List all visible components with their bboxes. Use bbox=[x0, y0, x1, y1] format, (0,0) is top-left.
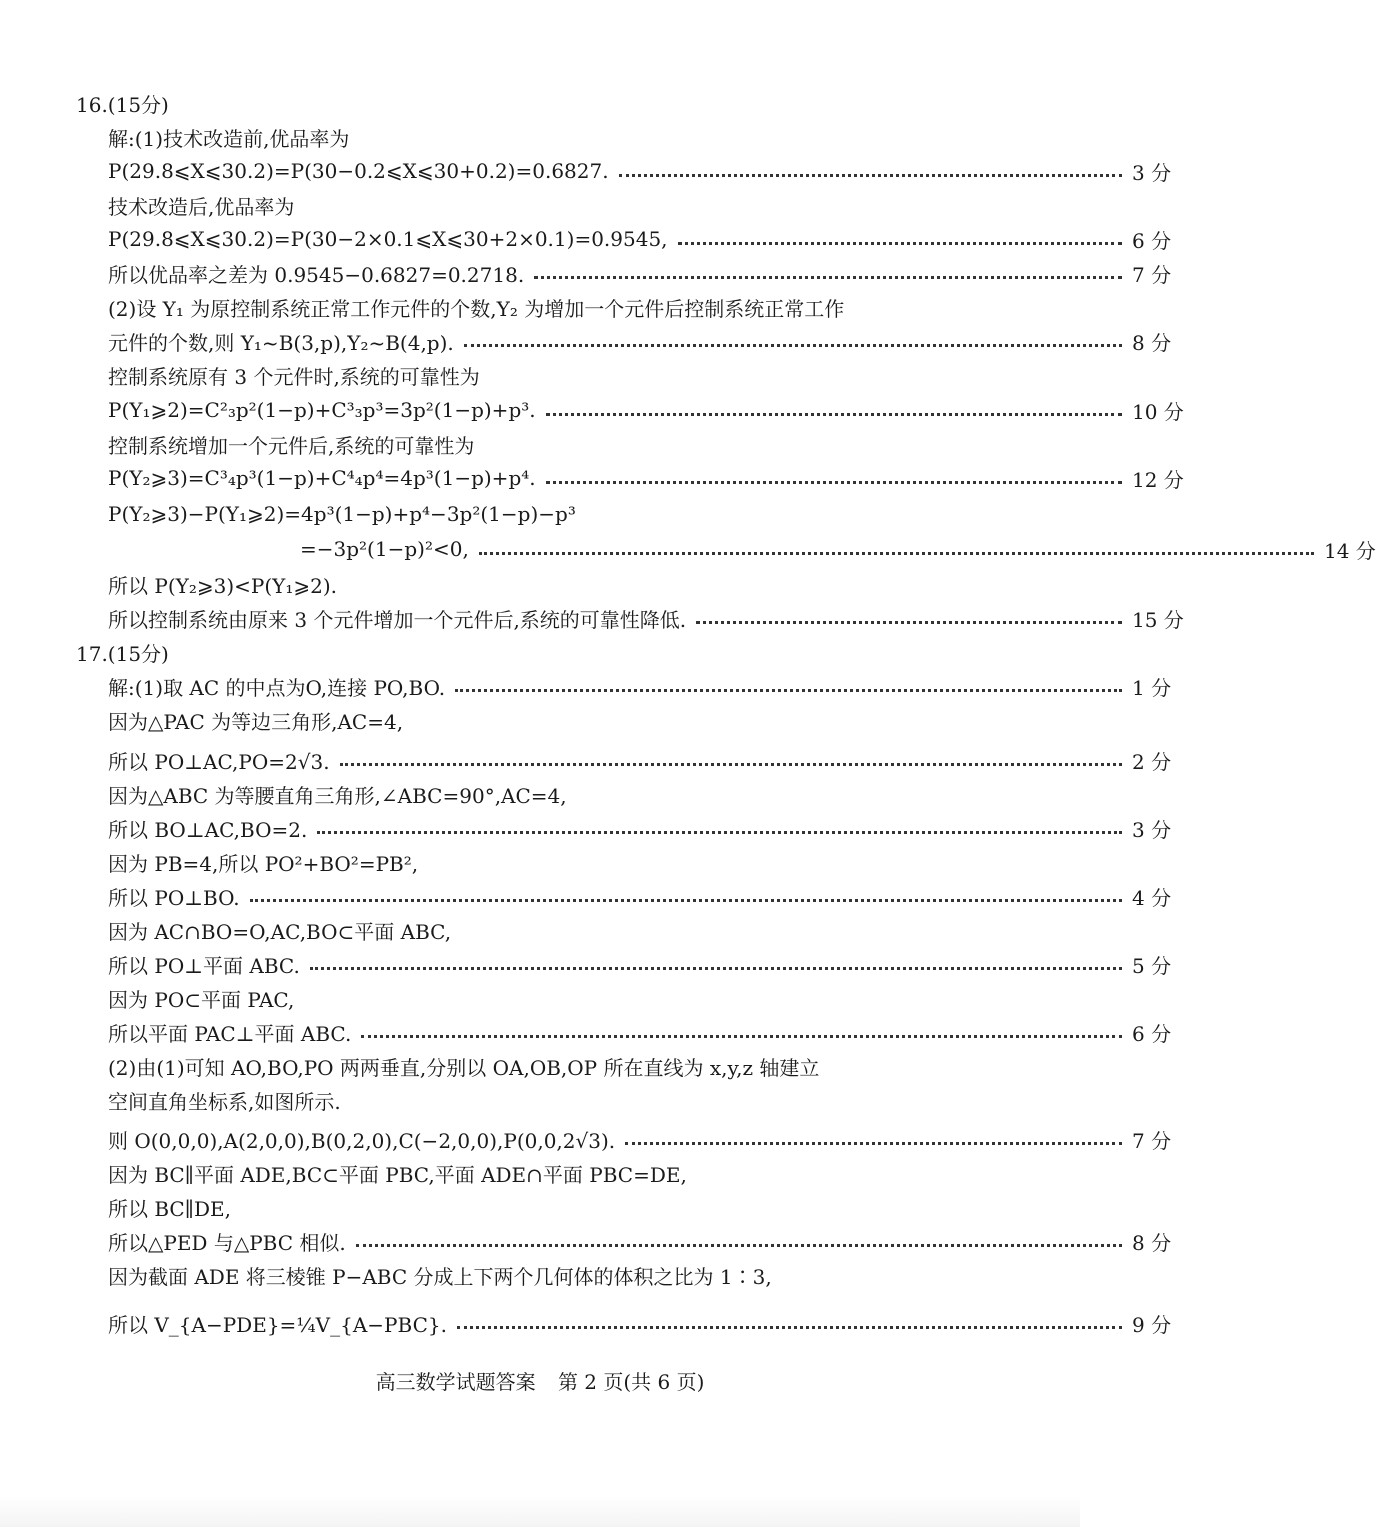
line-text: P(Y₂⩾3)−P(Y₁⩾2)=4p³(1−p)+p⁴−3p²(1−p)−p³ bbox=[108, 502, 576, 526]
dot-leader bbox=[464, 344, 1122, 347]
page-footer bbox=[0, 1366, 1080, 1395]
line-text: (2)由(1)可知 AO,BO,PO 两两垂直,分别以 OA,OB,OP 所在直线为 x,y,z 轴建立 bbox=[108, 1055, 820, 1080]
score-label: 2 分 bbox=[1132, 749, 1172, 774]
score-label: 7 分 bbox=[1132, 262, 1172, 287]
score-label: 12 分 bbox=[1132, 467, 1184, 492]
line-text: 所以优品率之差为 0.9545−0.6827=0.2718. bbox=[108, 262, 525, 287]
line-text: 因为△PAC 为等边三角形,AC=4, bbox=[108, 709, 404, 734]
line-text: 所以 BO⊥AC,BO=2. bbox=[108, 817, 308, 842]
dot-leader bbox=[356, 1244, 1122, 1247]
answer-line bbox=[0, 601, 1188, 635]
answer-line bbox=[0, 1306, 1188, 1340]
answer-line bbox=[0, 290, 1080, 324]
dot-leader bbox=[457, 1326, 1122, 1329]
line-text: 所以 PO⊥平面 ABC. bbox=[108, 953, 300, 978]
answer-line bbox=[0, 358, 1080, 392]
score-label: 3 分 bbox=[1132, 817, 1172, 842]
answer-line bbox=[0, 1049, 1080, 1083]
score-label: 3 分 bbox=[1132, 160, 1172, 185]
score-label: 15 分 bbox=[1132, 607, 1184, 632]
score-label: 7 分 bbox=[1132, 1128, 1172, 1153]
line-text: P(29.8⩽X⩽30.2)=P(30−0.2⩽X⩽30+0.2)=0.6827. bbox=[108, 159, 609, 183]
answer-line bbox=[0, 497, 1080, 531]
answer-line bbox=[0, 154, 1188, 188]
answer-line bbox=[0, 879, 1188, 913]
answer-line bbox=[0, 1083, 1080, 1117]
answer-line bbox=[0, 256, 1188, 290]
answer-line bbox=[0, 222, 1188, 256]
dot-leader bbox=[317, 831, 1122, 834]
question-heading bbox=[0, 635, 1080, 669]
line-text: 控制系统增加一个元件后,系统的可靠性为 bbox=[108, 433, 475, 458]
dot-leader bbox=[696, 621, 1122, 624]
line-text: 所以 PO⊥AC,PO=2√3. bbox=[108, 749, 330, 774]
line-text: 技术改造后,优品率为 bbox=[108, 194, 295, 219]
score-label: 6 分 bbox=[1132, 228, 1172, 253]
footer-title: 高三数学试题答案 bbox=[375, 1370, 536, 1394]
answer-line bbox=[0, 1015, 1188, 1049]
line-text: 元件的个数,则 Y₁~B(3,p),Y₂~B(4,p). bbox=[108, 330, 454, 355]
score-label: 9 分 bbox=[1132, 1312, 1172, 1337]
line-text: 因为 PO⊂平面 PAC, bbox=[108, 987, 295, 1012]
score-label: 8 分 bbox=[1132, 1230, 1172, 1255]
scan-bottom-edge bbox=[0, 1496, 1080, 1527]
line-text: 所以△PED 与△PBC 相似. bbox=[108, 1230, 346, 1255]
answer-line bbox=[0, 743, 1188, 777]
answer-line bbox=[0, 532, 1380, 566]
answer-line bbox=[0, 567, 1080, 601]
line-text: 控制系统原有 3 个元件时,系统的可靠性为 bbox=[108, 364, 480, 389]
line-text: P(Y₂⩾3)=C³₄p³(1−p)+C⁴₄p⁴=4p³(1−p)+p⁴. bbox=[108, 466, 536, 490]
dot-leader bbox=[250, 899, 1122, 902]
dot-leader bbox=[625, 1142, 1122, 1145]
score-label: 1 分 bbox=[1132, 675, 1172, 700]
answer-line bbox=[0, 1122, 1188, 1156]
answer-line bbox=[0, 427, 1080, 461]
line-text: 空间直角坐标系,如图所示. bbox=[108, 1089, 341, 1114]
answer-line bbox=[0, 1156, 1080, 1190]
line-text: 因为 PB=4,所以 PO²+BO²=PB², bbox=[108, 851, 419, 876]
footer-page-number: 第 2 页(共 6 页) bbox=[557, 1370, 705, 1394]
dot-leader bbox=[619, 174, 1122, 177]
line-text: 所以 P(Y₂⩾3)<P(Y₁⩾2). bbox=[108, 573, 338, 598]
answer-line bbox=[0, 703, 1080, 737]
dot-leader bbox=[479, 552, 1314, 555]
line-text: 因为△ABC 为等腰直角三角形,∠ABC=90°,AC=4, bbox=[108, 783, 567, 808]
line-text: 因为截面 ADE 将三棱锥 P−ABC 分成上下两个几何体的体积之比为 1∶3, bbox=[108, 1264, 772, 1289]
score-label: 14 分 bbox=[1324, 538, 1376, 563]
answer-line bbox=[0, 669, 1188, 703]
line-text: 所以 PO⊥BO. bbox=[108, 885, 240, 910]
answer-line bbox=[0, 777, 1080, 811]
line-text: 所以控制系统由原来 3 个元件增加一个元件后,系统的可靠性降低. bbox=[108, 607, 687, 632]
line-text: (2)设 Y₁ 为原控制系统正常工作元件的个数,Y₂ 为增加一个元件后控制系统正常工作 bbox=[108, 296, 845, 321]
answer-line bbox=[0, 120, 1080, 154]
answer-line bbox=[0, 1258, 1080, 1292]
line-text: =−3p²(1−p)²<0, bbox=[300, 537, 469, 561]
line-text: P(29.8⩽X⩽30.2)=P(30−2×0.1⩽X⩽30+2×0.1)=0.9545, bbox=[108, 227, 668, 251]
question-heading bbox=[0, 86, 1080, 120]
line-text: 解:(1)技术改造前,优品率为 bbox=[108, 126, 350, 151]
line-text: 则 O(0,0,0),A(2,0,0),B(0,2,0),C(−2,0,0),P(0,0,2√3). bbox=[108, 1128, 616, 1153]
score-label: 8 分 bbox=[1132, 330, 1172, 355]
answer-line bbox=[0, 947, 1188, 981]
dot-leader bbox=[310, 967, 1122, 970]
answer-line bbox=[0, 981, 1080, 1015]
dot-leader bbox=[455, 689, 1122, 692]
answer-line bbox=[0, 913, 1080, 947]
line-text: P(Y₁⩾2)=C²₃p²(1−p)+C³₃p³=3p²(1−p)+p³. bbox=[108, 398, 536, 422]
dot-leader bbox=[361, 1035, 1122, 1038]
line-text: 因为 AC∩BO=O,AC,BO⊂平面 ABC, bbox=[108, 919, 452, 944]
answer-line bbox=[0, 845, 1080, 879]
dot-leader bbox=[546, 413, 1122, 416]
answer-line bbox=[0, 461, 1188, 495]
score-label: 6 分 bbox=[1132, 1021, 1172, 1046]
score-label: 5 分 bbox=[1132, 953, 1172, 978]
answer-line bbox=[0, 811, 1188, 845]
line-text: 所以平面 PAC⊥平面 ABC. bbox=[108, 1021, 352, 1046]
line-text: 解:(1)取 AC 的中点为O,连接 PO,BO. bbox=[108, 675, 446, 700]
dot-leader bbox=[678, 242, 1122, 245]
dot-leader bbox=[340, 763, 1122, 766]
dot-leader bbox=[534, 276, 1122, 279]
answer-line bbox=[0, 393, 1188, 427]
answer-line bbox=[0, 324, 1188, 358]
answer-line bbox=[0, 188, 1080, 222]
score-label: 10 分 bbox=[1132, 399, 1184, 424]
answer-line bbox=[0, 1190, 1080, 1224]
line-text: 17.(15分) bbox=[76, 641, 169, 666]
answer-line bbox=[0, 1224, 1188, 1258]
line-text: 所以 V_{A−PDE}=¼V_{A−PBC}. bbox=[108, 1312, 447, 1337]
line-text: 所以 BC∥DE, bbox=[108, 1196, 231, 1221]
dot-leader bbox=[546, 481, 1122, 484]
score-label: 4 分 bbox=[1132, 885, 1172, 910]
line-text: 因为 BC∥平面 ADE,BC⊂平面 PBC,平面 ADE∩平面 PBC=DE, bbox=[108, 1162, 687, 1187]
line-text: 16.(15分) bbox=[76, 92, 169, 117]
